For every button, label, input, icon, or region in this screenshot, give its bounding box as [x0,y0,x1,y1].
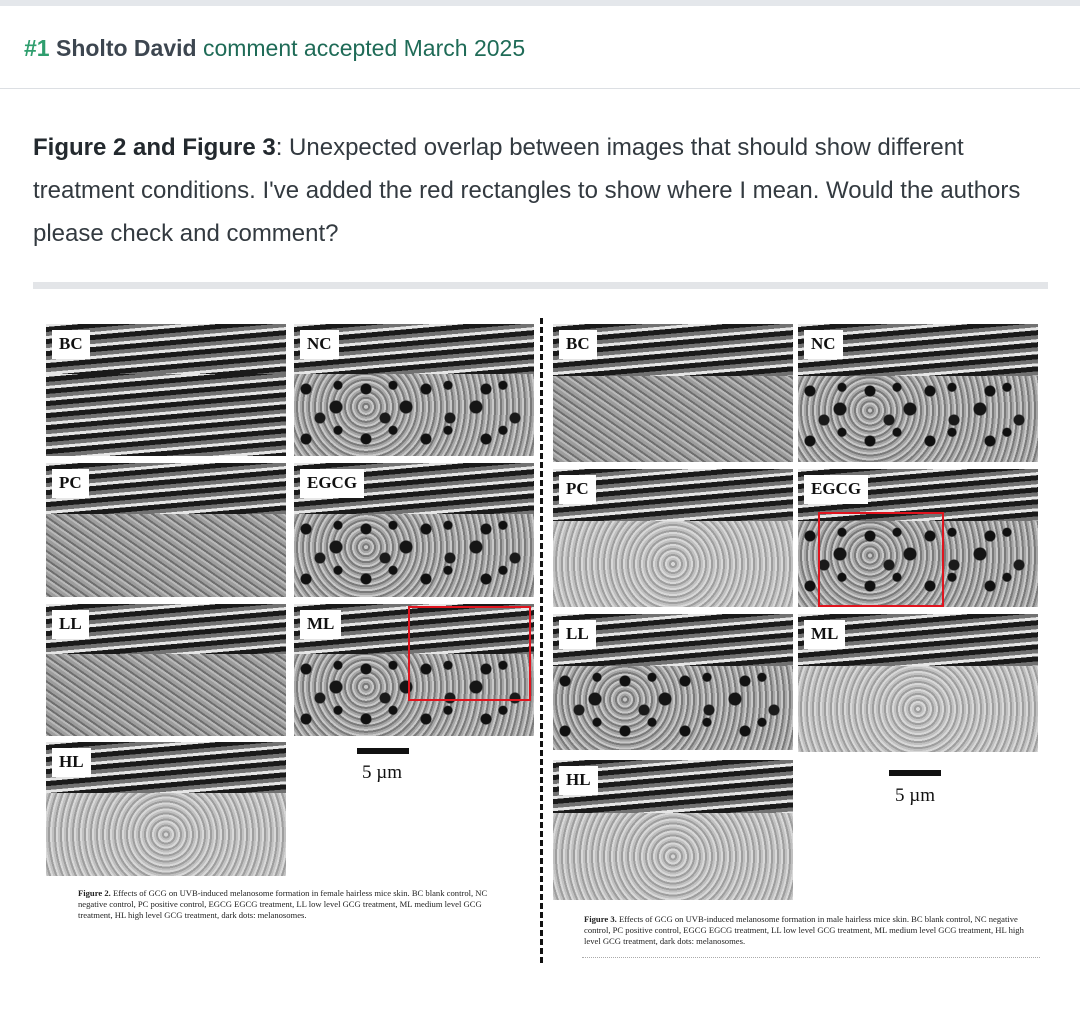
comment-body [33,126,1033,255]
panel-label: HL [52,748,91,777]
comment-number[interactable]: #1 [24,35,50,61]
panel-label: HL [559,766,598,795]
fig3-panel-ll [553,614,793,750]
fig2-caption-text: Effects of GCG on UVB-induced melanosome formation in female hairless mice skin. BC blank control, NC negative control, PC positive control, EGCG EGCG treatment, LL low level GCG treatment, ML medium level GCG treatment, HL high level GCG treatment, dark dots: melanosomes. [78,888,488,920]
comment-header [0,6,1080,89]
comment-status: comment accepted March 2025 [202,35,526,61]
fig3-caption [584,914,1024,947]
comment-body-text: : Unexpected overlap between images that should show different treatment conditions. I've added the red rectangles to show where I mean. Would the authors please check and comment? [33,134,1021,247]
fig2-caption-title: Figure 2. [78,888,111,898]
comment-author[interactable]: Sholto David [55,35,197,61]
panel-label: PC [52,469,89,498]
panel-label: LL [559,620,596,649]
panel-label: LL [52,610,89,639]
panel-label: NC [804,330,843,359]
fig2-panel-hl [46,742,286,876]
fig3-caption-title: Figure 3. [584,914,617,924]
fig3-caption-text: Effects of GCG on UVB-induced melanosome formation in male hairless mice skin. BC blank control, NC negative control, PC positive control, EGCG EGCG treatment, LL low level GCG treatment, ML medium level GCG treatment, HL high level GCG treatment, dark dots: melanosomes. [584,914,1024,946]
fig3-scale-label: 5 µm [895,785,935,806]
fig2-panel-pc [46,463,286,597]
panel-label: ML [804,620,845,649]
fig3-panel-hl [553,760,793,900]
fig3-overlap-highlight [818,512,944,607]
fig3-panel-bc [553,324,793,462]
panel-label: ML [300,610,341,639]
figure-divider [540,318,543,963]
comment-header-line [24,33,525,63]
fig2-scale-label: 5 µm [362,762,402,783]
panel-label: NC [300,330,339,359]
fig3-panel-ml [798,614,1038,752]
panel-label: EGCG [804,475,868,504]
fig2-panel-egcg [294,463,534,597]
fig2-scale-bar [357,748,409,754]
fig2-panel-ll [46,604,286,736]
fig3-scale-bar [889,770,941,776]
panel-label: PC [559,475,596,504]
fig2-panel-nc [294,324,534,456]
fig3-caption-rule [582,957,1040,958]
fig2-panel-bc [46,324,286,456]
fig2-overlap-highlight [408,606,531,701]
fig3-panel-nc [798,324,1038,462]
panel-label: BC [52,330,90,359]
fig2-caption [78,888,518,921]
fig3-panel-pc [553,469,793,607]
section-divider [33,282,1048,289]
panel-label: EGCG [300,469,364,498]
panel-label: BC [559,330,597,359]
comment-body-bold: Figure 2 and Figure 3 [33,134,276,161]
